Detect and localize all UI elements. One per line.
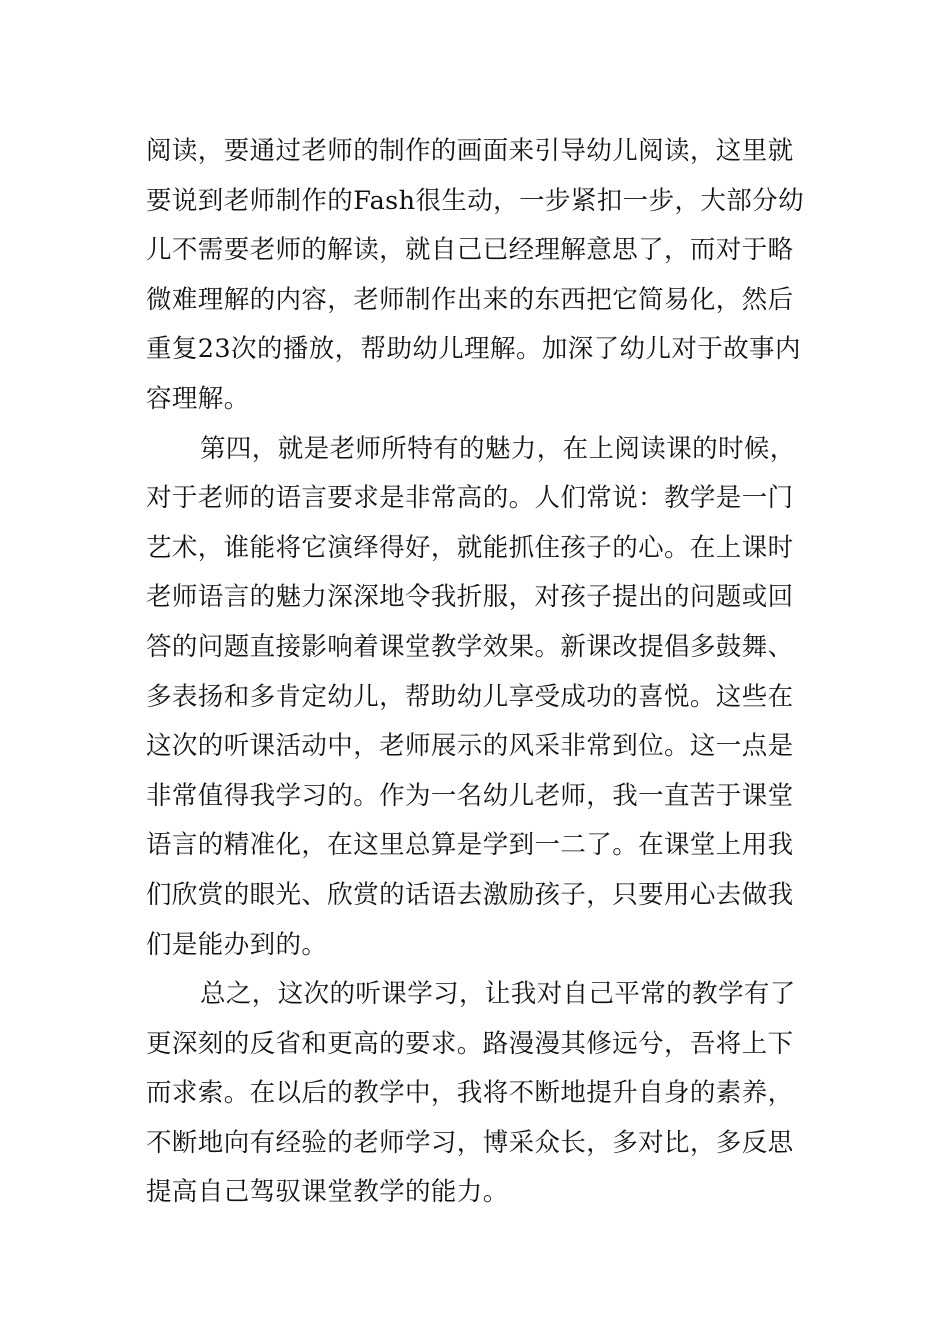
text-line: 容理解。 — [146, 383, 250, 414]
text-line: 这次的听课活动中，老师展示的风采非常到位。这一点是 — [146, 731, 794, 762]
paragraph-3 — [146, 970, 810, 1218]
text-line: 艺术，谁能将它演绎得好，就能抓住孩子的心。在上课时 — [146, 532, 794, 563]
text-line: 更深刻的反省和更高的要求。路漫漫其修远兮，吾将上下 — [146, 1028, 794, 1059]
paragraph-1 — [146, 127, 810, 425]
text-line: 不断地向有经验的老师学习，博采众长，多对比，多反思 — [146, 1127, 794, 1158]
text-line: 语言的精准化，在这里总算是学到一二了。在课堂上用我 — [146, 830, 794, 861]
text-line: 阅读，要通过老师的制作的画面来引导幼儿阅读，这里就 — [146, 136, 794, 166]
text-line-first: 第四，就是老师所特有的魅力，在上阅读课的时候， — [200, 433, 796, 464]
text-line: 提高自己驾驭课堂教学的能力。 — [146, 1177, 509, 1208]
text-line: 们欣赏的眼光、欣赏的话语去激励孩子，只要用心去做我 — [146, 879, 794, 910]
text-line: 微难理解的内容，老师制作出来的东西把它简易化，然后 — [146, 284, 794, 315]
text-line: 老师语言的魅力深深地令我折服，对孩子提出的问题或回 — [146, 582, 794, 613]
text-line: 重复23次的播放，帮助幼儿理解。加深了幼儿对于故事内 — [146, 334, 801, 365]
text-line: 要说到老师制作的Fash很生动，一步紧扣一步，大部分幼 — [146, 185, 804, 216]
text-line-first: 总之，这次的听课学习，让我对自己平常的教学有了 — [200, 979, 796, 1010]
document-body — [146, 127, 810, 1218]
text-line: 答的问题直接影响着课堂教学效果。新课改提倡多鼓舞、 — [146, 631, 794, 662]
text-line: 多表扬和多肯定幼儿，帮助幼儿享受成功的喜悦。这些在 — [146, 681, 794, 712]
text-line: 非常值得我学习的。作为一名幼儿老师，我一直苦于课堂 — [146, 780, 794, 811]
text-line: 而求索。在以后的教学中，我将不断地提升自身的素养， — [146, 1078, 794, 1109]
paragraph-2 — [146, 425, 810, 971]
text-line: 儿不需要老师的解读，就自己已经理解意思了，而对于略 — [146, 235, 794, 266]
text-line: 对于老师的语言要求是非常高的。人们常说：教学是一门 — [146, 483, 794, 514]
text-line: 们是能办到的。 — [146, 929, 328, 960]
